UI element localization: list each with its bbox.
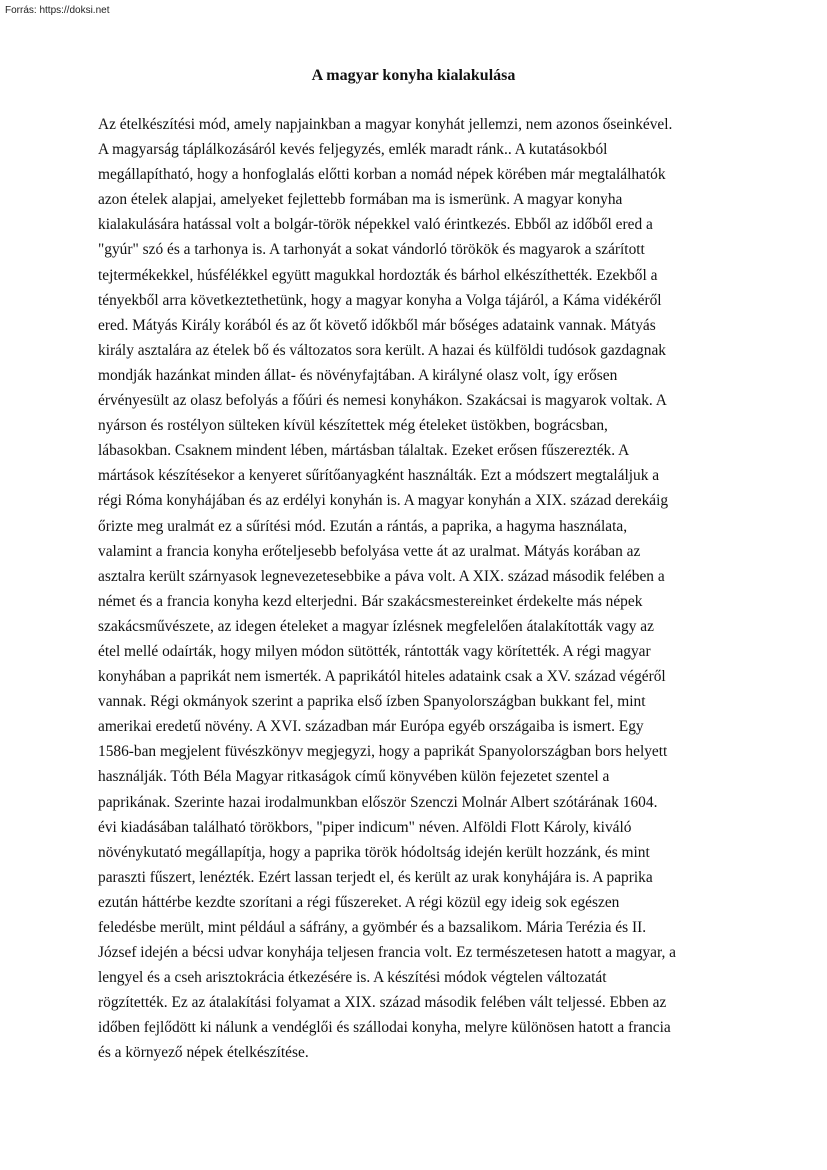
body-text-line: étel mellé odaírták, hogy milyen módon sütötték, rántották vagy körítették. A régi magyar <box>98 642 651 660</box>
body-text-line: rögzítették. Ez az átalakítási folyamat a XIX. század második felében vált teljessé. Ebben az <box>98 994 667 1012</box>
body-text-line: mártások készítésekor a kenyeret sűrítőanyagként használták. Ezt a módszert megtaláljuk a <box>98 467 660 485</box>
body-text-line: konyhában a paprikát nem ismerték. A paprikától hiteles adataink csak a XV. század végéről <box>98 668 666 686</box>
body-text-line: használják. Tóth Béla Magyar ritkaságok című könyvében külön fejezetet szentel a <box>98 768 610 786</box>
body-text-line: érvényesült az olasz befolyás a főúri és nemesi konyhákon. Szakácsai is magyarok voltak. A <box>98 392 667 410</box>
body-text-line: tejtermékekkel, húsfélékkel együtt magukkal hordozták és bárhol elkészíthették. Ezekből a <box>98 266 658 284</box>
body-text-line: József idején a bécsi udvar konyhája teljesen francia volt. Ez természetesen hatott a magyar, a <box>98 944 676 962</box>
body-text-line: amerikai eredetű növény. A XVI. században már Európa egyéb országaiba is ismert. Egy <box>98 718 644 736</box>
body-text-line: ezután háttérbe kezdte szorítani a régi fűszereket. A régi közül egy ideig sok egészen <box>98 893 620 911</box>
body-text-line: kialakulására hatással volt a bolgár-török népekkel való érintkezés. Ebből az időből ered a <box>98 216 653 234</box>
body-text-line: vannak. Régi okmányok szerint a paprika első ízben Spanyolországban bukkant fel, mint <box>98 693 646 711</box>
body-text-line: német és a francia konyha kezd elterjedni. Bár szakácsmestereinket érdekelte más népek <box>98 592 643 610</box>
body-text-line: "gyúr" szó és a tarhonya is. A tarhonyát a sokat vándorló törökök és magyarok a szárított <box>98 241 645 259</box>
body-text-line: paprikának. Szerinte hazai irodalmunkban először Szenczi Molnár Albert szótárának 1604. <box>98 793 658 811</box>
body-text-line: őrizte meg uralmát ez a sűrítési mód. Ezután a rántás, a paprika, a hagyma használata, <box>98 517 628 535</box>
body-text-line: tényekből arra következtethetünk, hogy a magyar konyha a Volga tájáról, a Káma vidékéről <box>98 291 662 309</box>
body-text-line: lengyel és a cseh arisztokrácia étkezésére is. A készítési módok végtelen változatát <box>98 969 607 987</box>
body-text-line: Az ételkészítési mód, amely napjainkban a magyar konyhát jellemzi, nem azonos őseinkével. <box>98 116 673 133</box>
body-text-line: asztalra került szárnyasok legnevezetesebbike a páva volt. A XIX. század második felében a <box>98 567 665 585</box>
body-text-line: valamint a francia konyha erőteljesebb befolyása vette át az uralmat. Mátyás korában az <box>98 542 641 560</box>
body-text-line: ered. Mátyás Király korából és az őt követő időkből már bőséges adataink vannak. Mátyás <box>98 316 656 334</box>
body-text-line: és a környező népek ételkészítése. <box>98 1044 309 1062</box>
body-text-line: évi kiadásában található törökbors, "piper indicum" néven. Alföldi Flott Károly, kiváló <box>98 818 632 836</box>
body-text-line: mondják hazánkat minden állat- és növényfajtában. A királyné olasz volt, így erősen <box>98 366 618 384</box>
document-body <box>98 112 738 1066</box>
body-text-line: növénykutató megállapítja, hogy a paprika török hódoltság idején került hozzánk, és mint <box>98 843 650 861</box>
body-text-line: király asztalára az ételek bő és változatos sora került. A hazai és külföldi tudósok gazdagnak <box>98 341 666 359</box>
document-title: A magyar konyha kialakulása <box>311 67 516 84</box>
body-text-line: feledésbe merült, mint például a sáfrány, a gyömbér és a bazsalikom. Mária Terézia és II. <box>98 919 647 936</box>
body-text-line: megállapítható, hogy a honfoglalás előtti korban a nomád népek körében már megtalálhatók <box>98 166 666 184</box>
body-text-line: szakácsművészete, az idegen ételeket a magyar ízlésnek megfelelően átalakították vagy az <box>98 617 654 635</box>
body-text-line: 1586-ban megjelent füvészkönyv megjegyzi, hogy a paprikát Spanyolországban bors helyett <box>98 743 668 761</box>
body-text-line: paraszti fűszert, lenézték. Ezért lassan terjedt el, és került az urak konyhájára is. A paprika <box>98 868 653 886</box>
body-text-line: időben fejlődött ki nálunk a vendéglői és szállodai konyha, melyre különösen hatott a francia <box>98 1019 671 1037</box>
body-text-line: A magyarság táplálkozásáról kevés feljegyzés, emlék maradt ránk.. A kutatásokból <box>98 141 608 159</box>
source-label: Forrás: https://doksi.net <box>5 5 110 16</box>
body-text-line: lábasokban. Csaknem mindent lében, mártásban tálaltak. Ezeket erősen fűszerezték. A <box>98 442 630 460</box>
body-text-line: nyárson és rostélyon sülteken kívül készítettek még ételeket üstökben, bográcsban, <box>98 417 608 435</box>
body-text-line: azon ételek alapjai, amelyeket fejlettebb formában ma is ismerünk. A magyar konyha <box>98 191 623 209</box>
body-text-line: régi Róma konyhájában és az erdélyi konyhán is. A magyar konyhán a XIX. század derekáig <box>98 492 669 510</box>
